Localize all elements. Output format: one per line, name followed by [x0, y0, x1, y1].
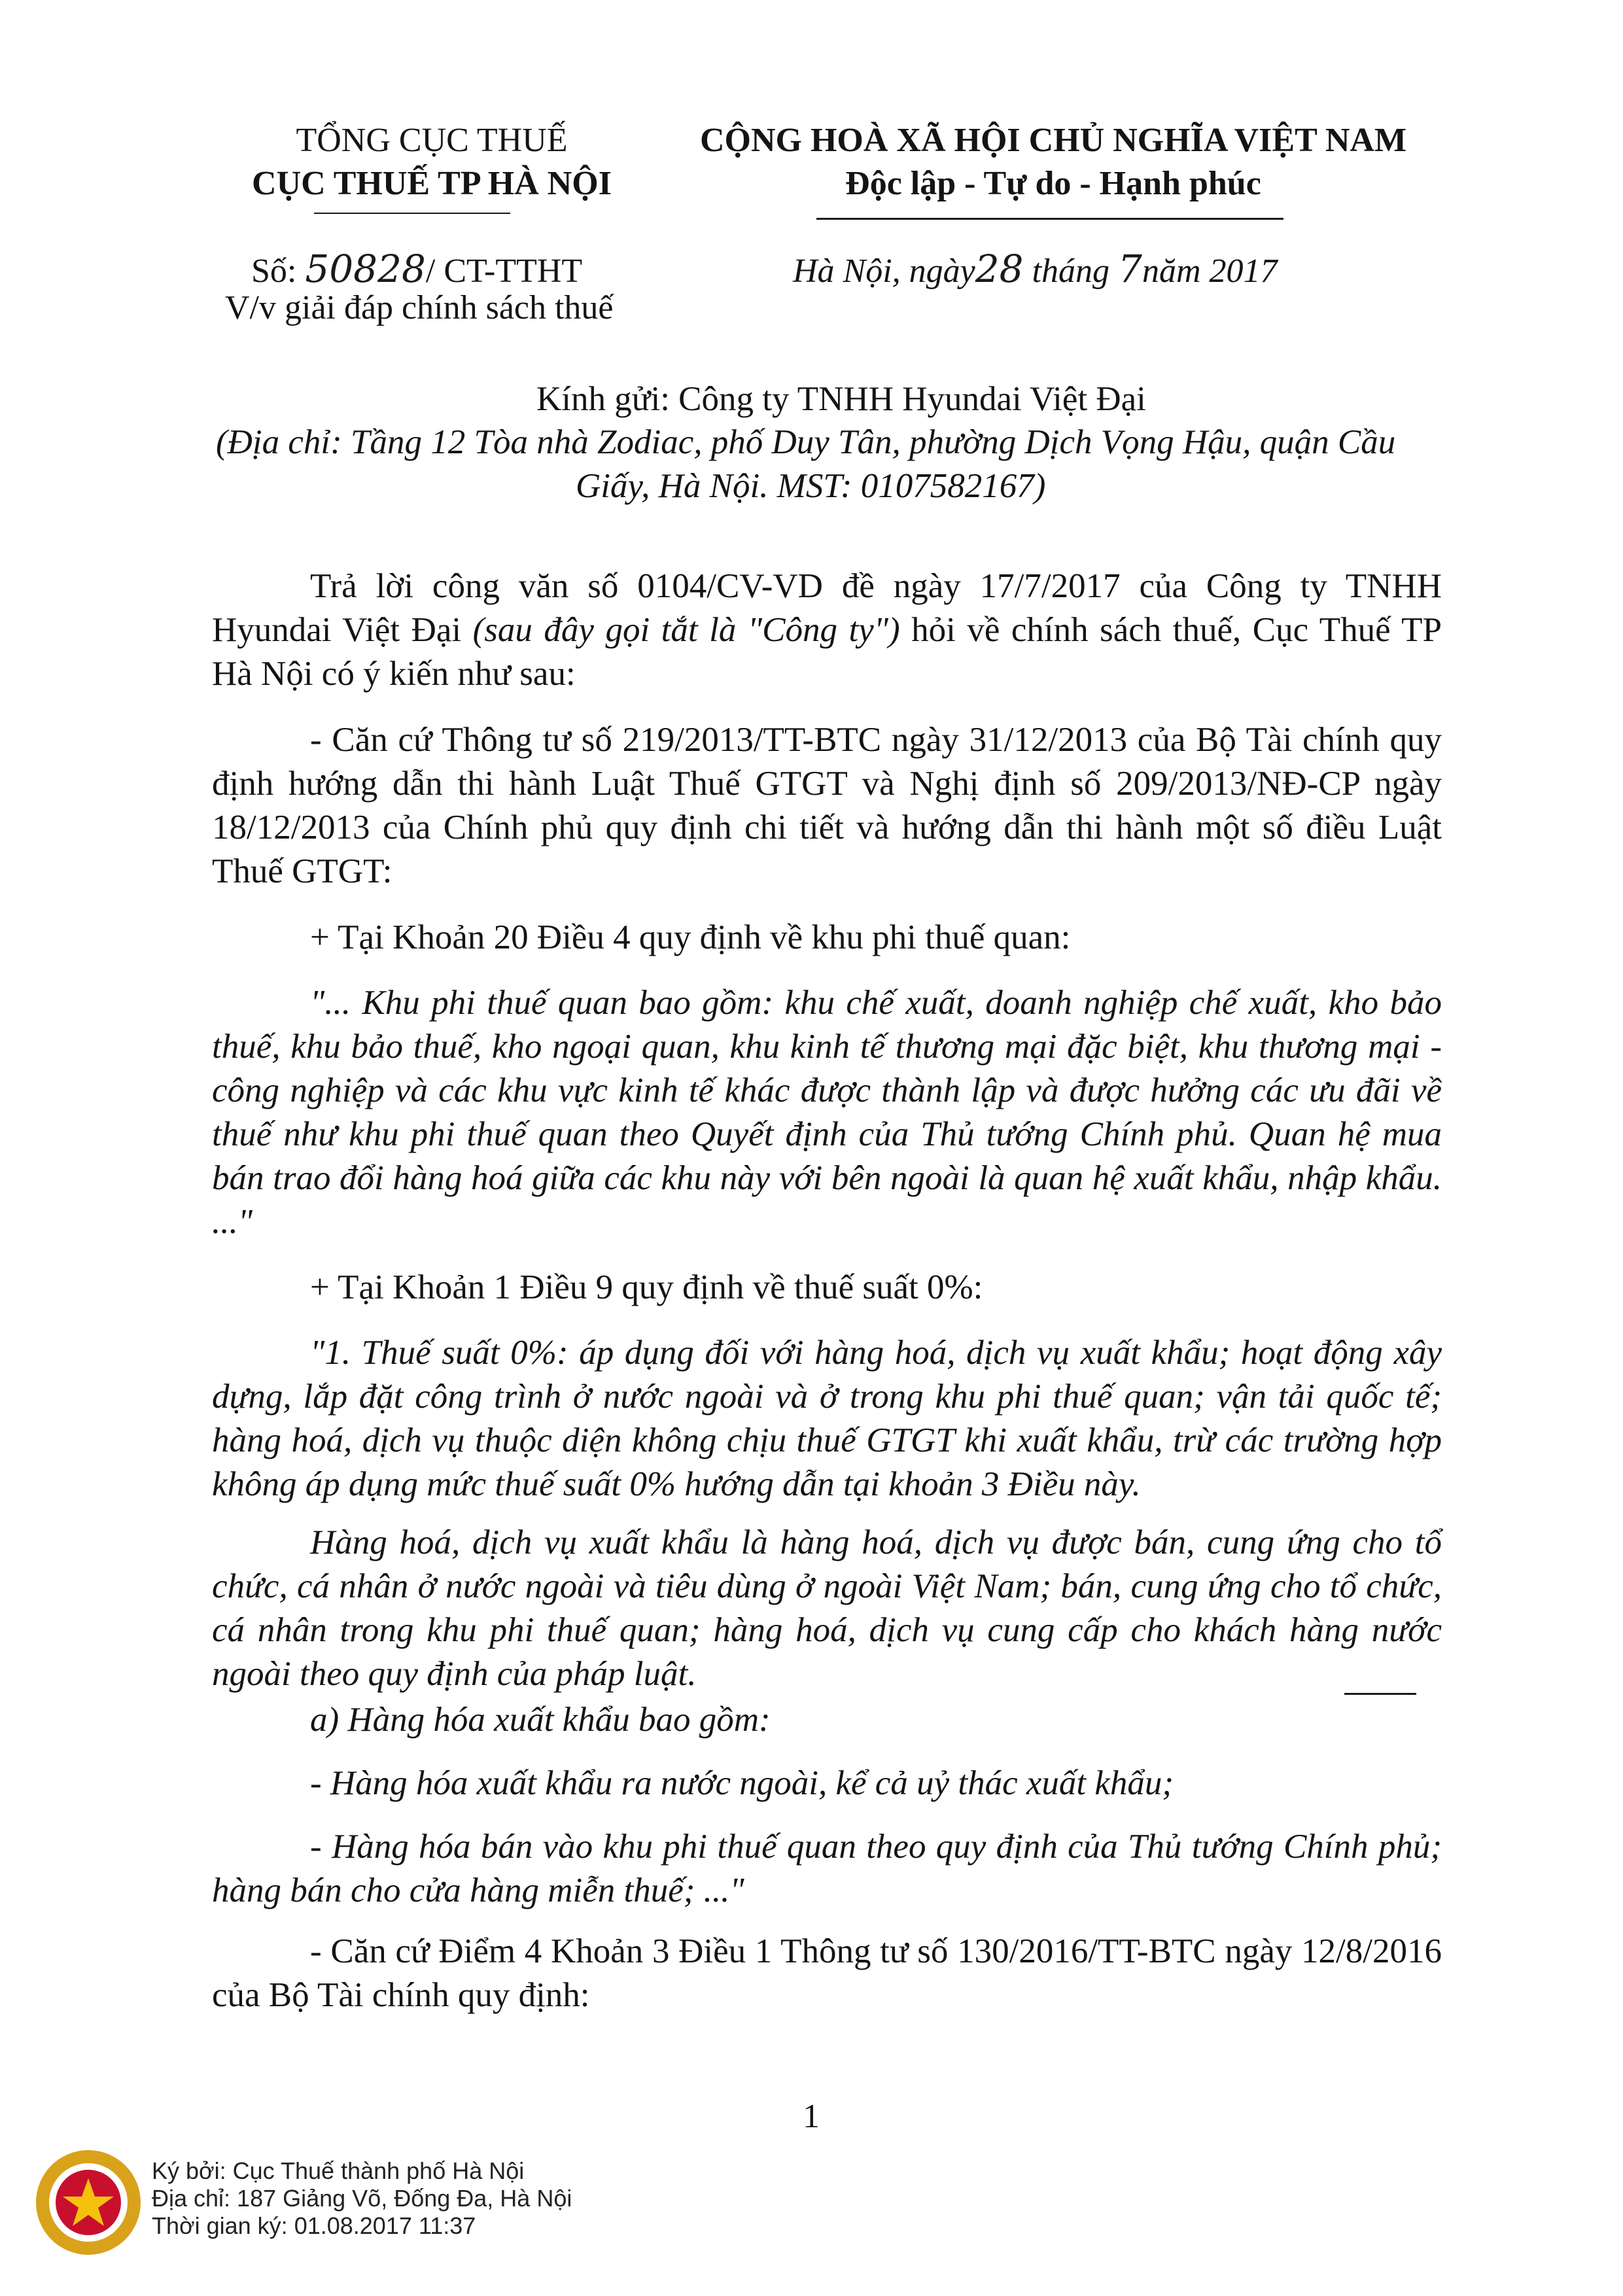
date-day-handwritten: 28 — [975, 247, 1024, 291]
reply-text-c: hỏi về chính sách thuế, Cục Thuế TP Hà Nội có ý kiến như sau: — [212, 611, 1442, 693]
paragraph-legal-basis-1: - Căn cứ Thông tư số 219/2013/TT-BTC ngày 31/12/2013 của Bộ Tài chính quy định hướng dẫn thi hành Luật Thuế GTGT và Nghị định số 209/2013/NĐ-CP ngày 18/12/2013 của Chính phủ quy định chi tiết và hướng dẫn thi hành một số điều Luật Thuế GTGT: — [212, 721, 1442, 890]
paragraph-export-goods-item1: - Hàng hóa xuất khẩu ra nước ngoài, kể cả uỷ thác xuất khẩu; — [310, 1764, 1174, 1802]
motto-underline — [816, 218, 1283, 220]
recipient-line: Kính gửi: Công ty TNHH Hyundai Việt Đại — [536, 380, 1146, 418]
digital-seal — [33, 2147, 144, 2258]
agency-underline — [314, 213, 510, 214]
margin-mark — [1344, 1693, 1416, 1695]
paragraph-quote-vat-0: "1. Thuế suất 0%: áp dụng đối với hàng hoá, dịch vụ xuất khẩu; hoạt động xây dựng, lắp đặt công trình ở nước ngoài và ở trong khu phi thuế quan; vận tải quốc tế; hàng hoá, dịch vụ thuộc diện không chịu thuế GTGT khi xuất khẩu, trừ các trường hợp không áp dụng mức thuế suất 0% hướng dẫn tại khoản 3 Điều này. — [212, 1334, 1442, 1503]
recipient-address-line1: (Địa chỉ: Tầng 12 Tòa nhà Zodiac, phố Duy Tân, phường Dịch Vọng Hậu, quận Cầu — [216, 423, 1396, 461]
paragraph-export-definition: Hàng hoá, dịch vụ xuất khẩu là hàng hoá, dịch vụ được bán, cung ứng cho tổ chức, cá nhân ở nước ngoài và tiêu dùng ở ngoài Việt Nam; bán, cung ứng cho tổ chức, cá nhân trong khu phi thuế quan; hàng hoá, dịch vụ cung cấp cho khách hàng nước ngoài theo quy định của pháp luật. — [212, 1523, 1442, 1693]
agency-name: CỤC THUẾ TP HÀ NỘI — [252, 165, 612, 202]
number-prefix: Số: — [251, 252, 297, 290]
reply-text-a: Trả lời công văn số 0104/CV-VD đề ngày 17/7/2017 của Công ty TNHH Hyundai Việt Đại — [212, 567, 1442, 649]
header-right — [680, 119, 1426, 205]
date-year: năm 2017 — [1142, 252, 1278, 290]
number-handwritten: 50828 — [305, 247, 426, 291]
paragraph-clause-20: + Tại Khoản 20 Điều 4 quy định về khu phi thuế quan: — [310, 918, 1071, 956]
paragraph-export-goods-item2: - Hàng hóa bán vào khu phi thuế quan theo quy định của Thủ tướng Chính phủ; hàng bán cho cửa hàng miễn thuế; ..." — [212, 1828, 1442, 1909]
date-prefix: Hà Nội, ngày — [793, 252, 975, 290]
paragraph-export-goods-heading: a) Hàng hóa xuất khẩu bao gồm: — [310, 1701, 771, 1739]
number-suffix: / CT-TTHT — [425, 252, 583, 290]
date-month-handwritten: 7 — [1118, 247, 1142, 291]
recipient-address-line2: Giấy, Hà Nội. MST: 0107582167) — [576, 467, 1046, 505]
issue-date — [793, 247, 1447, 293]
agency-parent: TỔNG CỤC THUẾ — [296, 122, 568, 159]
signature-address: Địa chỉ: 187 Giảng Võ, Đống Đa, Hà Nội — [152, 2185, 572, 2212]
signature-signed-by: Ký bởi: Cục Thuế thành phố Hà Nội — [152, 2157, 525, 2184]
document-subject: V/v giải đáp chính sách thuế — [225, 289, 614, 326]
paragraph-clause-1-article-9: + Tại Khoản 1 Điều 9 quy định về thuế suất 0%: — [310, 1268, 983, 1306]
date-month-prefix: tháng — [1032, 252, 1110, 290]
seal-emblem-icon — [33, 2147, 144, 2258]
reply-text-b: (sau đây gọi tắt là "Công ty") — [472, 611, 900, 649]
national-motto: Độc lập - Tự do - Hạnh phúc — [845, 165, 1261, 202]
page-number: 1 — [803, 2098, 820, 2135]
country-name: CỘNG HOÀ XÃ HỘI CHỦ NGHĨA VIỆT NAM — [699, 122, 1407, 159]
signature-time: Thời gian ký: 01.08.2017 11:37 — [152, 2212, 476, 2239]
paragraph-reply — [212, 565, 1442, 696]
signature-info — [152, 2157, 572, 2240]
paragraph-quote-nontariff: "... Khu phi thuế quan bao gồm: khu chế xuất, doanh nghiệp chế xuất, kho bảo thuế, khu bảo thuế, kho ngoại quan, khu kinh tế thương mại đặc biệt, khu thương mại - công nghiệp và các khu vực kinh tế khác được thành lập và được hưởng các ưu đãi về thuế như khu phi thuế quan theo Quyết định của Thủ tướng Chính phủ. Quan hệ mua bán trao đổi hàng hoá giữa các khu này với bên ngoài là quan hệ xuất khẩu, nhập khẩu. ..." — [212, 984, 1442, 1241]
paragraph-legal-basis-2: - Căn cứ Điểm 4 Khoản 3 Điều 1 Thông tư số 130/2016/TT-BTC ngày 12/8/2016 của Bộ Tài chính quy định: — [212, 1932, 1442, 2014]
header-left — [164, 119, 700, 205]
